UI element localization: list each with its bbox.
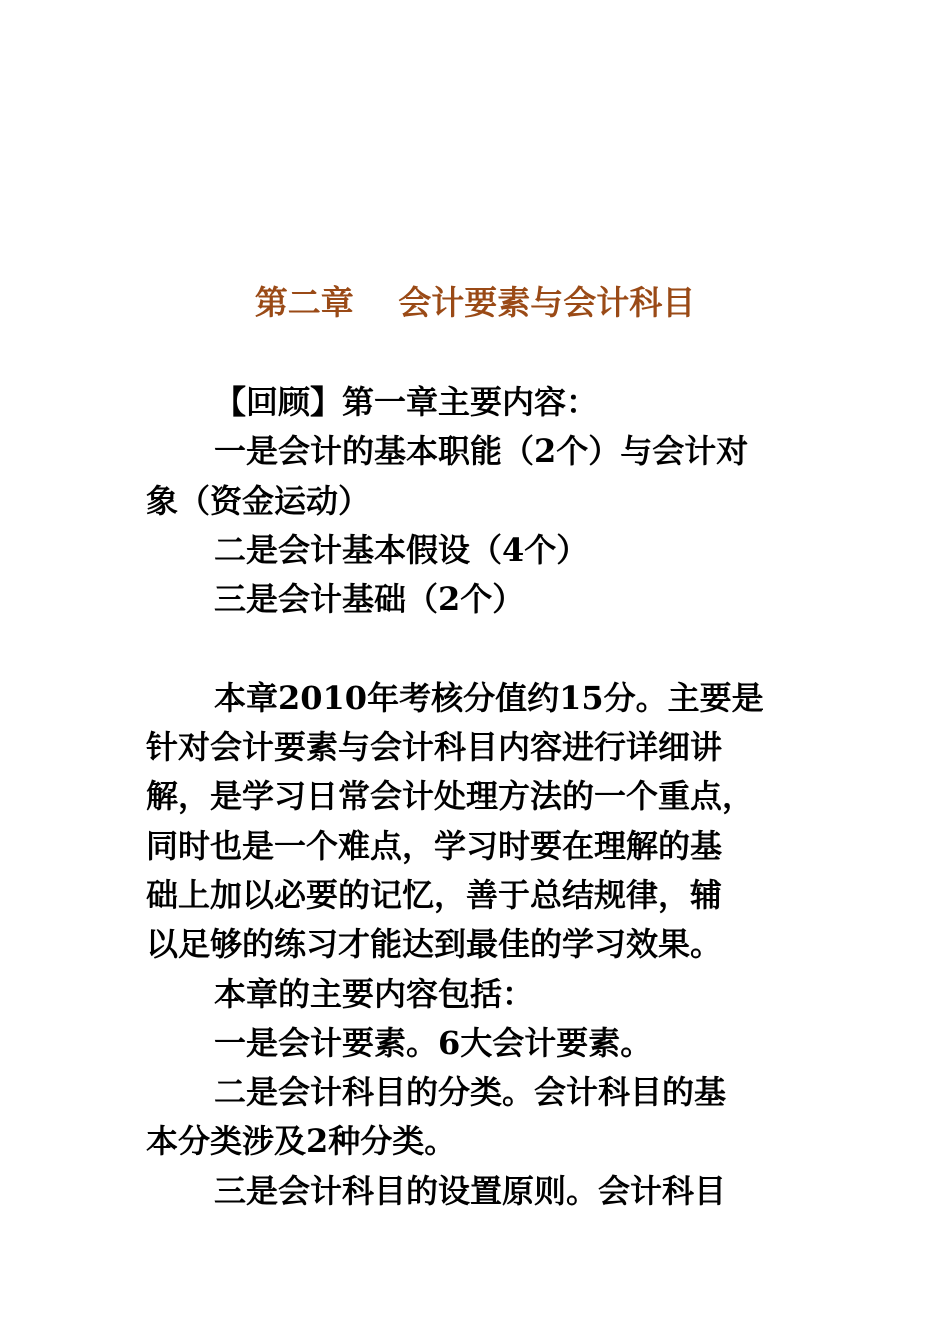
review-item-1-cont: 象（资金运动） [146, 481, 371, 520]
intro-line-6: 以足够的练习才能达到最佳的学习效果。 [146, 925, 723, 964]
chapter-title: 第二章 会计要素与会计科目 [254, 283, 696, 322]
intro-line-3: 解，是学习日常会计处理方法的一个重点， [146, 777, 755, 816]
contents-item-2-cont: 本分类涉及2种分类。 [146, 1122, 457, 1161]
intro-line-1: 本章2010年考核分值约15分。主要是 [214, 678, 764, 717]
intro-line-4: 同时也是一个难点，学习时要在理解的基 [146, 826, 723, 865]
intro-line-5: 础上加以必要的记忆，善于总结规律，辅 [146, 875, 723, 914]
contents-heading: 本章的主要内容包括： [214, 974, 535, 1013]
paragraph-gap [146, 624, 806, 673]
review-item-1: 一是会计的基本职能（2个）与会计对 [214, 432, 749, 471]
review-heading: 【回顾】第一章主要内容： [214, 383, 599, 421]
chapter-body [146, 378, 806, 1216]
review-item-3: 三是会计基础（2个） [214, 580, 525, 619]
contents-item-1: 一是会计要素。6大会计要素。 [214, 1023, 653, 1062]
contents-item-2: 二是会计科目的分类。会计科目的基 [214, 1073, 727, 1112]
intro-line-2: 针对会计要素与会计科目内容进行详细讲 [146, 728, 723, 767]
contents-item-3: 三是会计科目的设置原则。会计科目 [214, 1171, 727, 1210]
review-item-2: 二是会计基本假设（4个） [214, 530, 589, 569]
